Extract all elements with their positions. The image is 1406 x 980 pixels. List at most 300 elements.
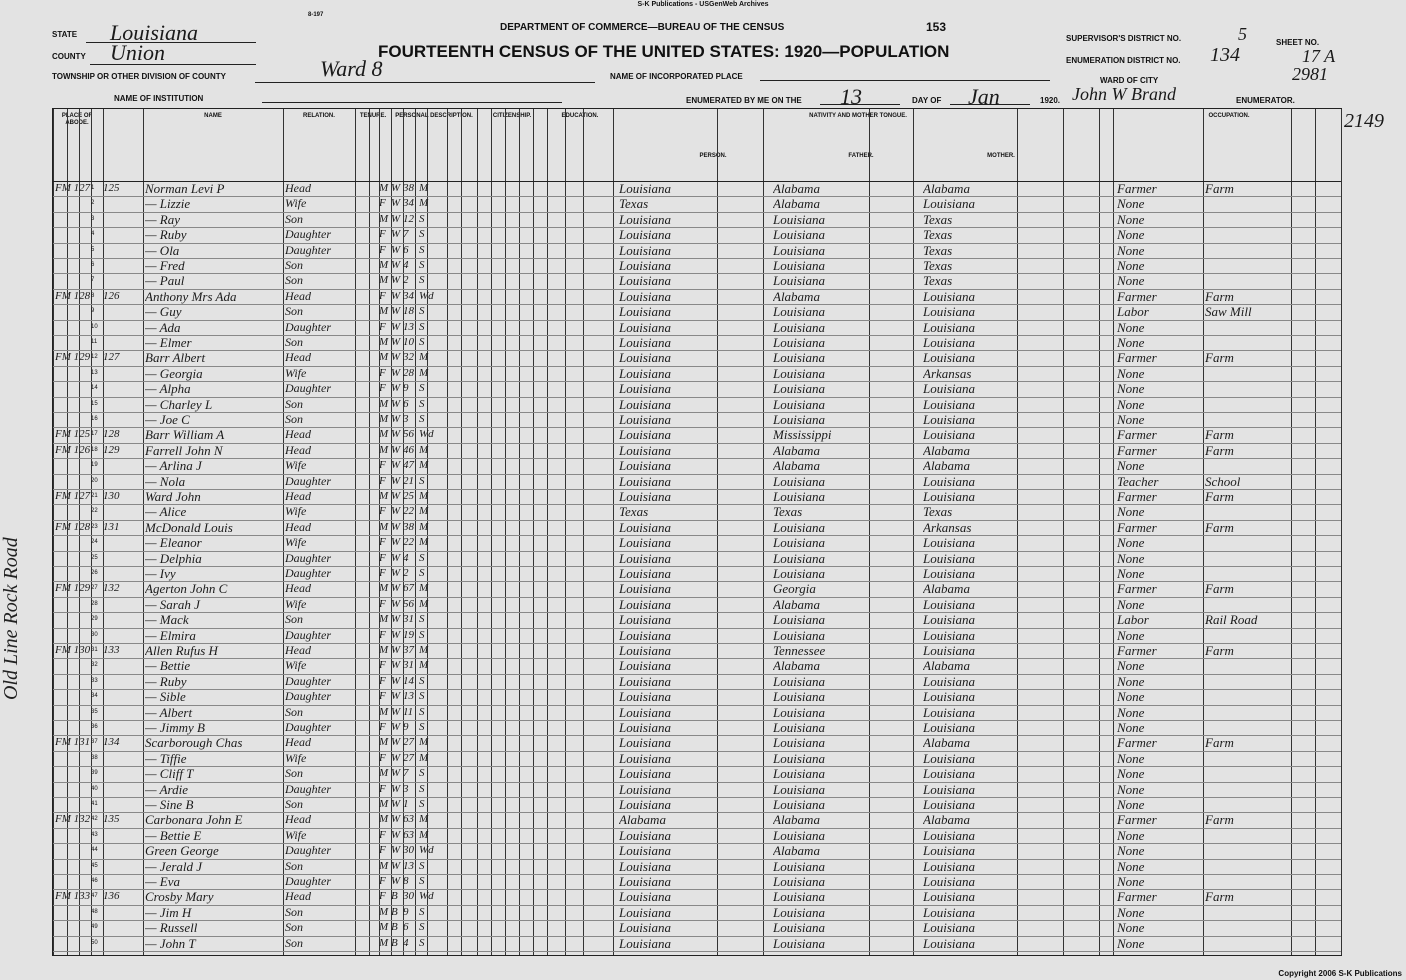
cell-age: 21: [403, 474, 414, 487]
cell-rel: Head: [285, 519, 311, 534]
cell-occ: None: [1117, 658, 1145, 674]
cell-race: W: [391, 505, 401, 518]
cell-mpob: Louisiana: [923, 720, 976, 735]
cell-name: — Georgia: [145, 365, 203, 381]
cell-pob: Louisiana: [619, 843, 672, 859]
row-number: 26: [91, 570, 98, 576]
cell-ind: Farm: [1205, 735, 1234, 751]
cell-pob: Louisiana: [619, 596, 672, 612]
cell-sex: F: [379, 828, 386, 841]
cell-ind: Farm: [1205, 427, 1234, 443]
cell-mpob: Louisiana: [923, 843, 976, 859]
cell-age: 63: [403, 828, 414, 841]
cell-fpob: Louisiana: [773, 827, 826, 843]
cell-name: — Ruby: [145, 673, 187, 689]
enumerated-month: Jan: [968, 84, 1000, 109]
cell-dw: FM 128: [55, 289, 91, 302]
census-title: FOURTEENTH CENSUS OF THE UNITED STATES: 1920—POPULATION: [378, 42, 950, 61]
row-number: 45: [91, 862, 98, 869]
cell-fpob: Louisiana: [773, 673, 826, 689]
cell-age: 9: [403, 721, 409, 733]
cell-fam: 136: [103, 890, 120, 903]
cell-mpob: Alabama: [923, 735, 970, 751]
cell-rel: Son: [285, 273, 303, 288]
cell-name: — Ivy: [145, 566, 176, 581]
cell-occ: Farmer: [1117, 489, 1157, 504]
cell-ms: S: [419, 305, 425, 318]
township-label: TOWNSHIP OR OTHER DIVISION OF COUNTY: [52, 72, 226, 81]
cell-pob: Louisiana: [619, 874, 672, 889]
cell-name: Ward John: [145, 489, 201, 504]
cell-fpob: Louisiana: [773, 258, 826, 273]
row-number: 49: [91, 924, 98, 931]
cell-race: W: [391, 459, 401, 472]
cell-race: W: [391, 474, 401, 487]
cell-fpob: Alabama: [773, 458, 820, 474]
cell-race: W: [391, 597, 401, 610]
cell-ms: S: [419, 921, 425, 934]
cell-fpob: Louisiana: [773, 412, 826, 427]
cell-fam: 128: [103, 428, 120, 441]
cell-occ: None: [1117, 596, 1145, 612]
row-number: 34: [91, 693, 98, 700]
column-divider: [1341, 109, 1342, 955]
cell-occ: None: [1117, 412, 1145, 427]
cell-fpob: Louisiana: [773, 473, 826, 489]
cell-occ: None: [1117, 211, 1145, 227]
cell-name: — Paul: [145, 273, 185, 289]
cell-age: 2: [403, 274, 409, 287]
cell-ms: S: [419, 274, 425, 287]
state-label: STATE: [52, 30, 78, 39]
cell-mpob: Texas: [923, 504, 953, 520]
cell-fpob: Tennessee: [773, 643, 826, 658]
cell-fpob: Louisiana: [773, 750, 826, 766]
cell-sex: M: [379, 736, 389, 749]
cell-rel: Daughter: [285, 781, 331, 796]
row-number: 10: [91, 323, 98, 330]
cell-pob: Louisiana: [619, 242, 672, 258]
cell-mpob: Texas: [923, 273, 953, 289]
cell-pob: Louisiana: [619, 781, 672, 797]
cell-rel: Daughter: [285, 843, 331, 858]
cell-mpob: Louisiana: [923, 889, 976, 905]
cell-fpob: Louisiana: [773, 935, 826, 951]
county-label: COUNTY: [52, 52, 86, 61]
cell-age: 34: [403, 289, 414, 302]
cell-fam: 126: [103, 289, 120, 302]
cell-pob: Louisiana: [619, 704, 672, 720]
cell-occ: Farmer: [1117, 181, 1157, 196]
cell-ms: M: [419, 644, 429, 656]
cell-pob: Louisiana: [619, 827, 672, 843]
enum-district-value: 134: [1210, 44, 1240, 66]
nativity-person: PERSON.: [699, 153, 727, 159]
cell-race: W: [391, 382, 401, 395]
cell-rel: Wife: [285, 504, 307, 519]
cell-name: — Sible: [145, 689, 186, 705]
cell-sex: F: [379, 721, 386, 733]
row-number: 20: [91, 477, 98, 484]
cell-fpob: Alabama: [773, 196, 820, 212]
cell-sex: M: [379, 259, 389, 271]
section-occupation: OCCUPATION.: [1208, 113, 1250, 119]
cell-name: — Bettie: [145, 658, 191, 674]
cell-ms: M: [419, 751, 429, 764]
cell-race: W: [391, 674, 401, 687]
cell-age: 7: [403, 228, 409, 241]
cell-pob: Louisiana: [619, 673, 672, 689]
cell-pob: Louisiana: [619, 335, 672, 350]
cell-occ: Farmer: [1117, 350, 1157, 366]
cell-ind: Farm: [1205, 288, 1234, 304]
cell-name: Barr William A: [145, 427, 225, 443]
cell-fpob: Louisiana: [773, 889, 826, 905]
cell-mpob: Louisiana: [923, 612, 976, 628]
cell-rel: Wife: [285, 596, 307, 611]
row-number: 2: [91, 200, 95, 207]
cell-age: 3: [403, 782, 409, 795]
cell-dw: FM 127: [55, 490, 91, 502]
cell-mpob: Alabama: [923, 458, 970, 474]
cell-rel: Son: [285, 258, 303, 272]
cell-race: W: [391, 721, 401, 733]
cell-name: — Elmer: [145, 335, 192, 350]
cell-name: — Lizzie: [145, 196, 191, 212]
cell-occ: None: [1117, 227, 1145, 243]
cell-pob: Louisiana: [619, 304, 672, 320]
cell-age: 27: [403, 751, 414, 764]
cell-race: W: [391, 536, 401, 549]
cell-occ: None: [1117, 319, 1145, 335]
cell-race: W: [391, 644, 401, 656]
cell-age: 31: [403, 613, 414, 626]
cell-occ: None: [1117, 920, 1145, 936]
cell-mpob: Louisiana: [923, 550, 976, 566]
row-number: 7: [91, 277, 95, 284]
cell-age: 13: [403, 690, 414, 703]
institution-underline: [262, 102, 562, 103]
cell-mpob: Louisiana: [923, 566, 976, 581]
cell-dw: FM 127: [55, 182, 91, 194]
cell-name: — Joe C: [145, 412, 190, 427]
row-number: 36: [91, 724, 98, 730]
cell-pob: Louisiana: [619, 627, 672, 643]
cell-sex: F: [379, 459, 386, 472]
row-number: 23: [91, 523, 98, 530]
cell-dw: FM 125: [55, 428, 91, 441]
cell-race: W: [391, 690, 401, 703]
cell-ms: S: [419, 551, 425, 564]
row-number: 29: [91, 616, 98, 623]
cell-rel: Son: [285, 704, 303, 719]
cell-dw: FM 131: [55, 736, 91, 749]
cell-rel: Daughter: [285, 673, 331, 688]
cell-occ: Teacher: [1117, 473, 1159, 489]
cell-mpob: Louisiana: [923, 412, 976, 427]
cell-sex: M: [379, 520, 389, 533]
row-number: 8: [91, 292, 95, 299]
cell-rel: Wife: [285, 365, 307, 380]
cell-ms: S: [419, 413, 425, 425]
cell-race: W: [391, 767, 401, 780]
cell-fpob: Louisiana: [773, 797, 826, 812]
cell-fam: 133: [103, 644, 120, 656]
cell-fpob: Alabama: [773, 442, 820, 458]
cell-mpob: Louisiana: [923, 427, 976, 443]
cell-fpob: Louisiana: [773, 781, 826, 797]
cell-name: — Cliff T: [145, 766, 194, 782]
cell-ms: S: [419, 674, 425, 687]
cell-pob: Louisiana: [619, 797, 672, 812]
cell-race: W: [391, 413, 401, 425]
cell-mpob: Alabama: [923, 658, 970, 674]
enumerated-day: 13: [840, 84, 862, 109]
cell-name: — Ruby: [145, 227, 187, 243]
cell-occ: None: [1117, 843, 1145, 859]
cell-name: — Guy: [145, 304, 182, 320]
cell-fpob: Louisiana: [773, 489, 826, 504]
right-margin-number: 2149: [1344, 110, 1384, 132]
cell-name: — Ray: [145, 211, 181, 227]
section-nativity: NATIVITY AND MOTHER TONGUE.: [809, 113, 907, 119]
cell-fpob: Louisiana: [773, 304, 826, 320]
row-number: 12: [91, 354, 98, 361]
cell-mpob: Louisiana: [923, 689, 976, 705]
cell-race: W: [391, 182, 401, 194]
cell-sex: M: [379, 274, 389, 287]
cell-name: — Alice: [145, 504, 187, 520]
cell-ms: S: [419, 875, 425, 887]
cell-sex: F: [379, 366, 386, 379]
cell-mpob: Louisiana: [923, 781, 976, 797]
section-name: NAME: [204, 113, 222, 119]
cell-ms: S: [419, 228, 425, 241]
cell-sex: M: [379, 936, 389, 949]
cell-mpob: Louisiana: [923, 473, 976, 489]
cell-race: W: [391, 613, 401, 626]
cell-ms: M: [419, 659, 429, 672]
cell-occ: None: [1117, 904, 1145, 920]
cell-sex: F: [379, 536, 386, 549]
cell-occ: Farmer: [1117, 288, 1157, 304]
cell-race: B: [391, 905, 398, 918]
cell-occ: None: [1117, 196, 1145, 212]
cell-age: 13: [403, 859, 414, 872]
cell-sex: M: [379, 443, 389, 456]
cell-rel: Wife: [285, 535, 307, 550]
cell-ms: M: [419, 520, 429, 533]
row-number: 19: [91, 462, 98, 469]
cell-age: 19: [403, 628, 414, 641]
cell-rel: Daughter: [285, 381, 331, 396]
cell-race: W: [391, 366, 401, 379]
cell-ind: Farm: [1205, 812, 1234, 828]
section-personal: PERSONAL DESCRIPTION.: [395, 113, 473, 119]
cell-sex: F: [379, 875, 386, 887]
cell-race: W: [391, 212, 401, 225]
cell-mpob: Louisiana: [923, 904, 976, 920]
cell-rel: Son: [285, 935, 303, 950]
cell-dw: FM 132: [55, 813, 91, 826]
cell-dw: FM 128: [55, 520, 91, 533]
cell-fam: 127: [103, 351, 120, 364]
cell-age: 9: [403, 905, 409, 918]
enumerated-label: ENUMERATED BY ME ON THE: [686, 96, 802, 105]
section-tenure: TENURE.: [359, 113, 387, 119]
cell-fam: 131: [103, 520, 120, 533]
incorporated-underline: [760, 80, 1050, 81]
cell-fpob: Louisiana: [773, 350, 826, 366]
cell-age: 47: [403, 459, 414, 472]
row-number: 15: [91, 400, 98, 407]
cell-fpob: Alabama: [773, 181, 820, 196]
supervisor-value: 5: [1238, 24, 1247, 44]
cell-sex: M: [379, 397, 389, 410]
cell-ms: S: [419, 397, 425, 410]
cell-sex: F: [379, 551, 386, 564]
cell-ind: Farm: [1205, 442, 1234, 458]
cell-race: W: [391, 490, 401, 502]
cell-sex: F: [379, 890, 386, 903]
cell-mpob: Louisiana: [923, 350, 976, 366]
cell-pob: Louisiana: [619, 612, 672, 628]
cell-name: — Fred: [145, 258, 185, 273]
cell-fpob: Alabama: [773, 288, 820, 304]
cell-race: W: [391, 259, 401, 271]
cell-occ: None: [1117, 858, 1145, 874]
cell-name: — Sarah J: [145, 596, 200, 612]
row-number: 13: [91, 369, 98, 376]
cell-pob: Louisiana: [619, 181, 672, 196]
row-number: 3: [91, 215, 95, 222]
row-number: 22: [91, 508, 98, 515]
cell-ms: S: [419, 320, 425, 333]
enumerator-signature: John W Brand: [1072, 84, 1176, 104]
cell-fpob: Alabama: [773, 843, 820, 859]
ward-label: WARD OF CITY: [1100, 76, 1159, 85]
cell-race: W: [391, 397, 401, 410]
cell-age: 30: [403, 890, 414, 903]
cell-pob: Louisiana: [619, 920, 672, 936]
enumerator-label: ENUMERATOR.: [1236, 96, 1295, 105]
cell-age: 11: [403, 705, 414, 718]
row-number: 33: [91, 677, 98, 684]
cell-occ: None: [1117, 827, 1145, 843]
row-number: 6: [91, 262, 95, 268]
cell-sex: F: [379, 628, 386, 641]
cell-occ: Farmer: [1117, 643, 1157, 658]
cell-ms: M: [419, 490, 429, 502]
cell-mpob: Alabama: [923, 181, 970, 196]
cell-rel: Son: [285, 858, 303, 873]
row-number: 24: [91, 539, 98, 546]
cell-race: W: [391, 813, 401, 826]
cell-mpob: Texas: [923, 211, 953, 227]
cell-occ: Farmer: [1117, 427, 1157, 443]
cell-rel: Daughter: [285, 566, 331, 580]
cell-sex: M: [379, 490, 389, 502]
cell-occ: None: [1117, 566, 1145, 581]
cell-ms: M: [419, 736, 429, 749]
cell-pob: Louisiana: [619, 258, 672, 273]
cell-fpob: Louisiana: [773, 211, 826, 227]
state-value: Louisiana: [110, 20, 199, 45]
cell-race: W: [391, 305, 401, 318]
cell-age: 63: [403, 813, 414, 826]
cell-age: 34: [403, 197, 414, 210]
cell-rel: Daughter: [285, 720, 331, 734]
cell-age: 18: [403, 305, 414, 318]
cell-race: W: [391, 351, 401, 364]
cell-fpob: Louisiana: [773, 335, 826, 350]
cell-sex: M: [379, 644, 389, 656]
cell-ind: Farm: [1205, 350, 1234, 366]
cell-pob: Louisiana: [619, 858, 672, 874]
row-number: 48: [91, 908, 98, 915]
cell-ms: S: [419, 690, 425, 703]
cell-occ: None: [1117, 935, 1145, 951]
nativity-father: FATHER.: [848, 153, 874, 159]
cell-pob: Louisiana: [619, 288, 672, 304]
section-education: EDUCATION.: [561, 113, 599, 119]
cell-mpob: Louisiana: [923, 381, 976, 397]
cell-rel: Daughter: [285, 627, 331, 642]
cell-occ: None: [1117, 750, 1145, 766]
cell-name: — Delphia: [145, 550, 202, 566]
cell-rel: Head: [285, 581, 311, 596]
cell-fpob: Georgia: [773, 581, 816, 597]
cell-mpob: Louisiana: [923, 535, 976, 551]
cell-occ: None: [1117, 273, 1145, 289]
cell-age: 67: [403, 582, 414, 595]
cell-name: Farrell John N: [145, 442, 223, 458]
cell-fam: 129: [103, 443, 120, 456]
enum-district-label: ENUMERATION DISTRICT NO.: [1066, 56, 1181, 65]
cell-name: Carbonara John E: [145, 812, 243, 828]
cell-race: W: [391, 844, 401, 857]
cell-ms: M: [419, 813, 429, 826]
cell-age: 13: [403, 320, 414, 333]
cell-name: — Arlina J: [145, 458, 202, 474]
cell-fpob: Louisiana: [773, 874, 826, 889]
cell-ind: Farm: [1205, 889, 1234, 905]
cell-race: W: [391, 520, 401, 533]
cell-race: W: [391, 320, 401, 333]
cell-sex: F: [379, 782, 386, 795]
cell-sex: F: [379, 197, 386, 210]
cell-ind: Farm: [1205, 181, 1234, 196]
cell-fpob: Louisiana: [773, 242, 826, 258]
row-number: 25: [91, 554, 98, 561]
cell-rel: Wife: [285, 827, 307, 842]
cell-ind: Saw Mill: [1205, 304, 1252, 320]
cell-sex: M: [379, 336, 389, 348]
cell-sex: M: [379, 767, 389, 780]
cell-occ: None: [1117, 365, 1145, 381]
cell-race: W: [391, 659, 401, 672]
cell-pob: Louisiana: [619, 412, 672, 427]
cell-mpob: Louisiana: [923, 673, 976, 689]
cell-mpob: Louisiana: [923, 288, 976, 304]
cell-occ: Farmer: [1117, 735, 1157, 751]
cell-ms: S: [419, 721, 425, 733]
row-number: 9: [91, 308, 95, 315]
cell-name: — Eleanor: [145, 535, 202, 551]
cell-age: 22: [403, 536, 414, 549]
cell-occ: Farmer: [1117, 581, 1157, 597]
cell-name: Scarborough Chas: [145, 735, 243, 751]
